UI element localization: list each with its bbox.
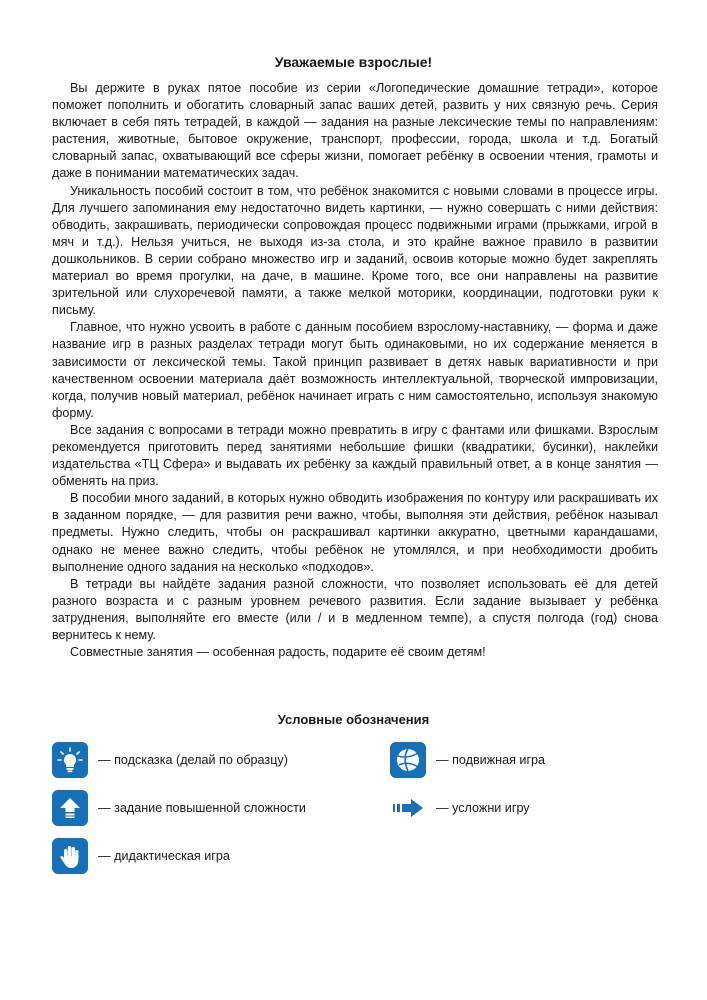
page-heading: Уважаемые взрослые!	[274, 54, 433, 70]
legend-item-complicate-game	[390, 790, 530, 826]
paragraph-5: В пособии много заданий, в которых нужно обводить изображения по контуру или раскрашивать их в заданном порядке, — для развития речи важно, чтобы, выполняя эти действия, ребёнок называл предметы. Нужно следить, чтобы он раскрашивал картинки аккуратно, цветными карандашами, однако не менее важно следить, чтобы ребёнок не утомлялся, и при необходимости дробить выполнение одного задания на несколько «подходов».	[52, 491, 658, 574]
legend-label-harder-task: — задание повышенной сложности	[98, 801, 306, 815]
legend-title: Условные обозначения	[277, 712, 430, 727]
legend-label-hint: — подсказка (делай по образцу)	[98, 753, 288, 767]
legend-item-hint	[52, 742, 288, 778]
arrow-up-icon	[52, 790, 88, 826]
legend-item-didactic-game	[52, 838, 230, 874]
hand-icon	[52, 838, 88, 874]
paragraph-2: Уникальность пособий состоит в том, что ребёнок знакомится с новыми словами в процессе игры. Для лучшего запоминания ему недостаточно видеть картинки, — нужно совершать с ними действия: обводить, закрашивать, периодически сопровождая процесс подвижными играми (прыжками, игрой в мяч и т.д.). Нельзя учиться, не выходя из-за стола, и это крайне важное правило в развитии дошкольников. В серии собрано множество игр и заданий, освоив которые можно будет закреплять материал во время прогулки, на даче, в машине. Кроме того, все они направлены на развитие зрительной или слухоречевой памяти, а также мелкой моторики, координации, подготовки руки к письму.	[52, 183, 658, 318]
legend-label-complicate-game: — усложни игру	[436, 801, 530, 815]
lightbulb-icon	[52, 742, 88, 778]
paragraph-1: Вы держите в руках пятое пособие из серии «Логопедические домашние тетради», которое поможет пополнить и обогатить словарный запас ваших детей, развить у них связную речь. Серия включает в себя пять тетрадей, в каждой — задания на разные лексические темы по направлениям: растения, животные, бытовое окружение, транспорт, профессии, города, школа и т.д. Богатый словарный запас, охватывающий все сферы жизни, помогает ребёнку в освоении чтения, грамоты и даже в понимании математических задач.	[52, 81, 658, 181]
legend-item-active-game	[390, 742, 545, 778]
intro-text	[52, 80, 658, 661]
paragraph-4: Все задания с вопросами в тетради можно превратить в игру с фантами или фишками. Взрослым рекомендуется приготовить перед занятиями небольшие фишки (квадратики, бусинки), наклейки издательства «ТЦ Сфера» и выдавать их ребёнку за каждый правильный ответ, а в конце занятия — обменять на приз.	[52, 422, 658, 489]
arrow-right-icon	[390, 790, 426, 826]
volleyball-icon	[390, 742, 426, 778]
paragraph-6: В тетради вы найдёте задания разной сложности, что позволяет использовать её для детей разного возраста и с разным уровнем речевого развития. Если задание вызывает у ребёнка затруднения, выполняйте его вместе (или / и в медленном темпе), а спустя полгода (год) снова вернитесь к нему.	[52, 576, 658, 642]
legend-label-active-game: — подвижная игра	[436, 753, 546, 767]
paragraph-7: Совместные занятия — особенная радость, подарите её своим детям!	[70, 645, 486, 660]
legend-label-didactic-game: — дидактическая игра	[98, 849, 230, 863]
paragraph-3: Главное, что нужно усвоить в работе с данным пособием взрослому-наставнику, — форма и даже название игр в разных разделах тетради могут быть одинаковыми, но их содержание меняется в зависимости от лексической темы. Такой принцип развивает в детях навык вариативности и при качественном освоении материала даёт возможность интеллектуальной, творческой импровизации, когда, получив новый материал, ребёнок начинает играть с ним самостоятельно, используя знакомую форму.	[52, 320, 658, 420]
legend-item-harder-task	[52, 790, 306, 826]
